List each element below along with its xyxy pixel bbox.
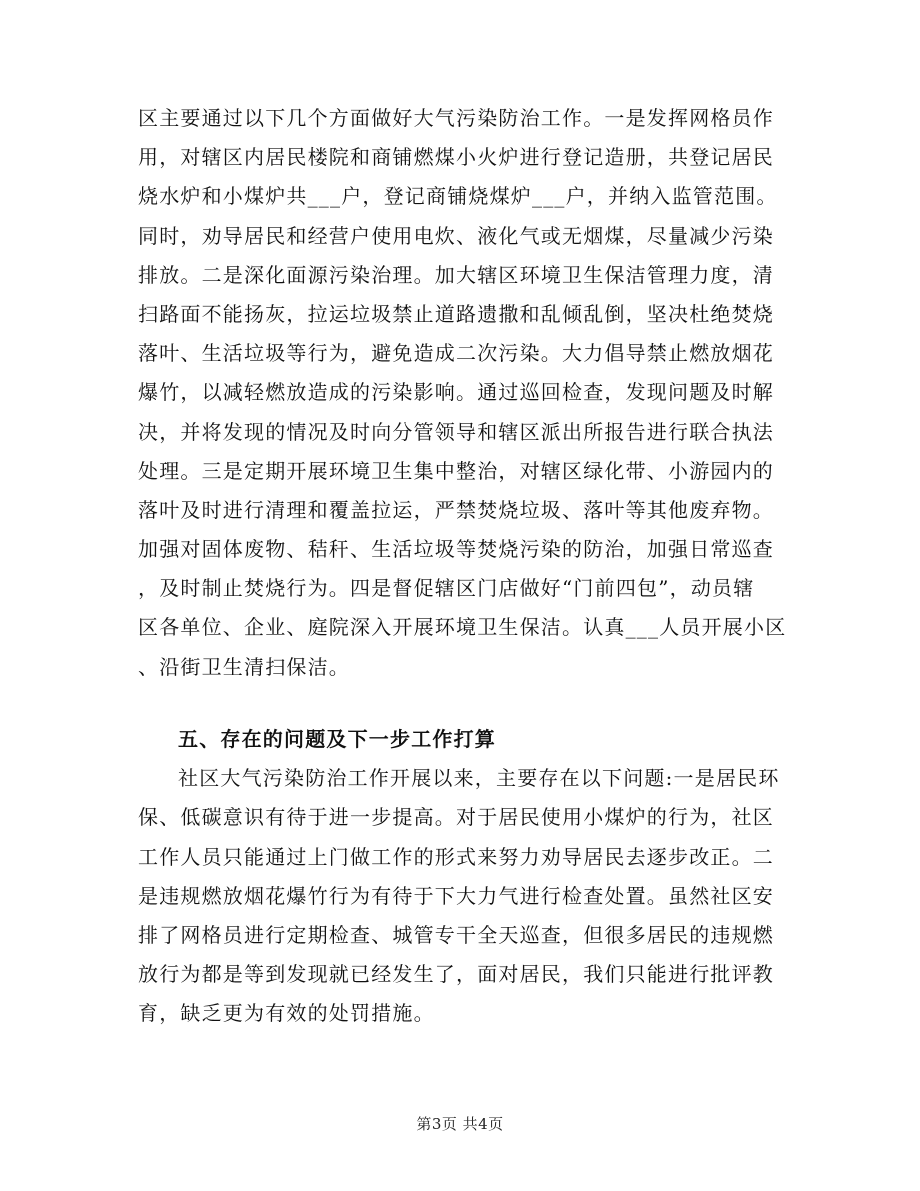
text-line: 、沿街卫生清扫保洁。: [138, 654, 350, 679]
text-line: 是违规燃放烟花爆竹行为有待于下大力气进行检查处置。虽然社区安: [138, 883, 774, 908]
text-line: 用，对辖区内居民楼院和商铺燃煤小火炉进行登记造册，共登记居民: [138, 145, 774, 170]
text-line: 放行为都是等到发现就已经发生了，面对居民，我们只能进行批评教: [138, 962, 774, 987]
text-line: 处理。三是定期开展环境卫生集中整治，对辖区绿化带、小游园内的: [138, 458, 774, 483]
text-line: 扫路面不能扬灰，拉运垃圾禁止道路遗撒和乱倾乱倒，坚决杜绝焚烧: [138, 301, 774, 326]
body-paragraph-continuation: [138, 99, 787, 687]
page-number-footer: 第3页 共4页: [416, 1115, 504, 1133]
text-line: 育，缺乏更为有效的处罚措施。: [138, 1001, 435, 1026]
text-line: 落叶、生活垃圾等行为，避免造成二次污染。大力倡导禁止燃放烟花: [138, 341, 774, 366]
text-line: 排了网格员进行定期检查、城管专干全天巡查，但很多居民的违规燃: [138, 922, 774, 947]
text-line: 工作人员只能通过上门做工作的形式来努力劝导居民去逐步改正。二: [138, 844, 774, 869]
section-heading: 五、存在的问题及下一步工作打算: [178, 727, 496, 751]
text-line: 烧水炉和小煤炉共___户，登记商铺烧煤炉___户，并纳入监管范围。: [138, 184, 778, 209]
text-line: 同时，劝导居民和经营户使用电炊、液化气或无烟煤，尽量减少污染: [138, 223, 774, 248]
text-line: 区主要通过以下几个方面做好大气污染防治工作。一是发挥网格员作: [138, 106, 774, 130]
text-line: ，及时制止焚烧行为。四是督促辖区门店做好“门前四包”，动员辖: [138, 576, 755, 601]
section-five: [138, 720, 782, 1034]
text-line: 落叶及时进行清理和覆盖拉运，严禁焚烧垃圾、落叶等其他废弃物。: [138, 497, 774, 522]
text-line: 决，并将发现的情况及时向分管领导和辖区派出所报告进行联合执法: [138, 419, 774, 444]
text-line: 社区大气污染防治工作开展以来，主要存在以下问题:一是居民环: [178, 766, 780, 791]
text-line: 加强对固体废物、秸秆、生活垃圾等焚烧污染的防治，加强日常巡查: [138, 537, 774, 562]
text-line: 保、低碳意识有待于进一步提高。对于居民使用小煤炉的行为，社区: [138, 805, 774, 830]
text-line: 区各单位、企业、庭院深入开展环境卫生保洁。认真___人员开展小区: [138, 615, 787, 640]
text-line: 爆竹，以减轻燃放造成的污染影响。通过巡回检查，发现问题及时解: [138, 380, 774, 405]
text-line: 排放。二是深化面源污染治理。加大辖区环境卫生保洁管理力度，清: [138, 262, 774, 287]
